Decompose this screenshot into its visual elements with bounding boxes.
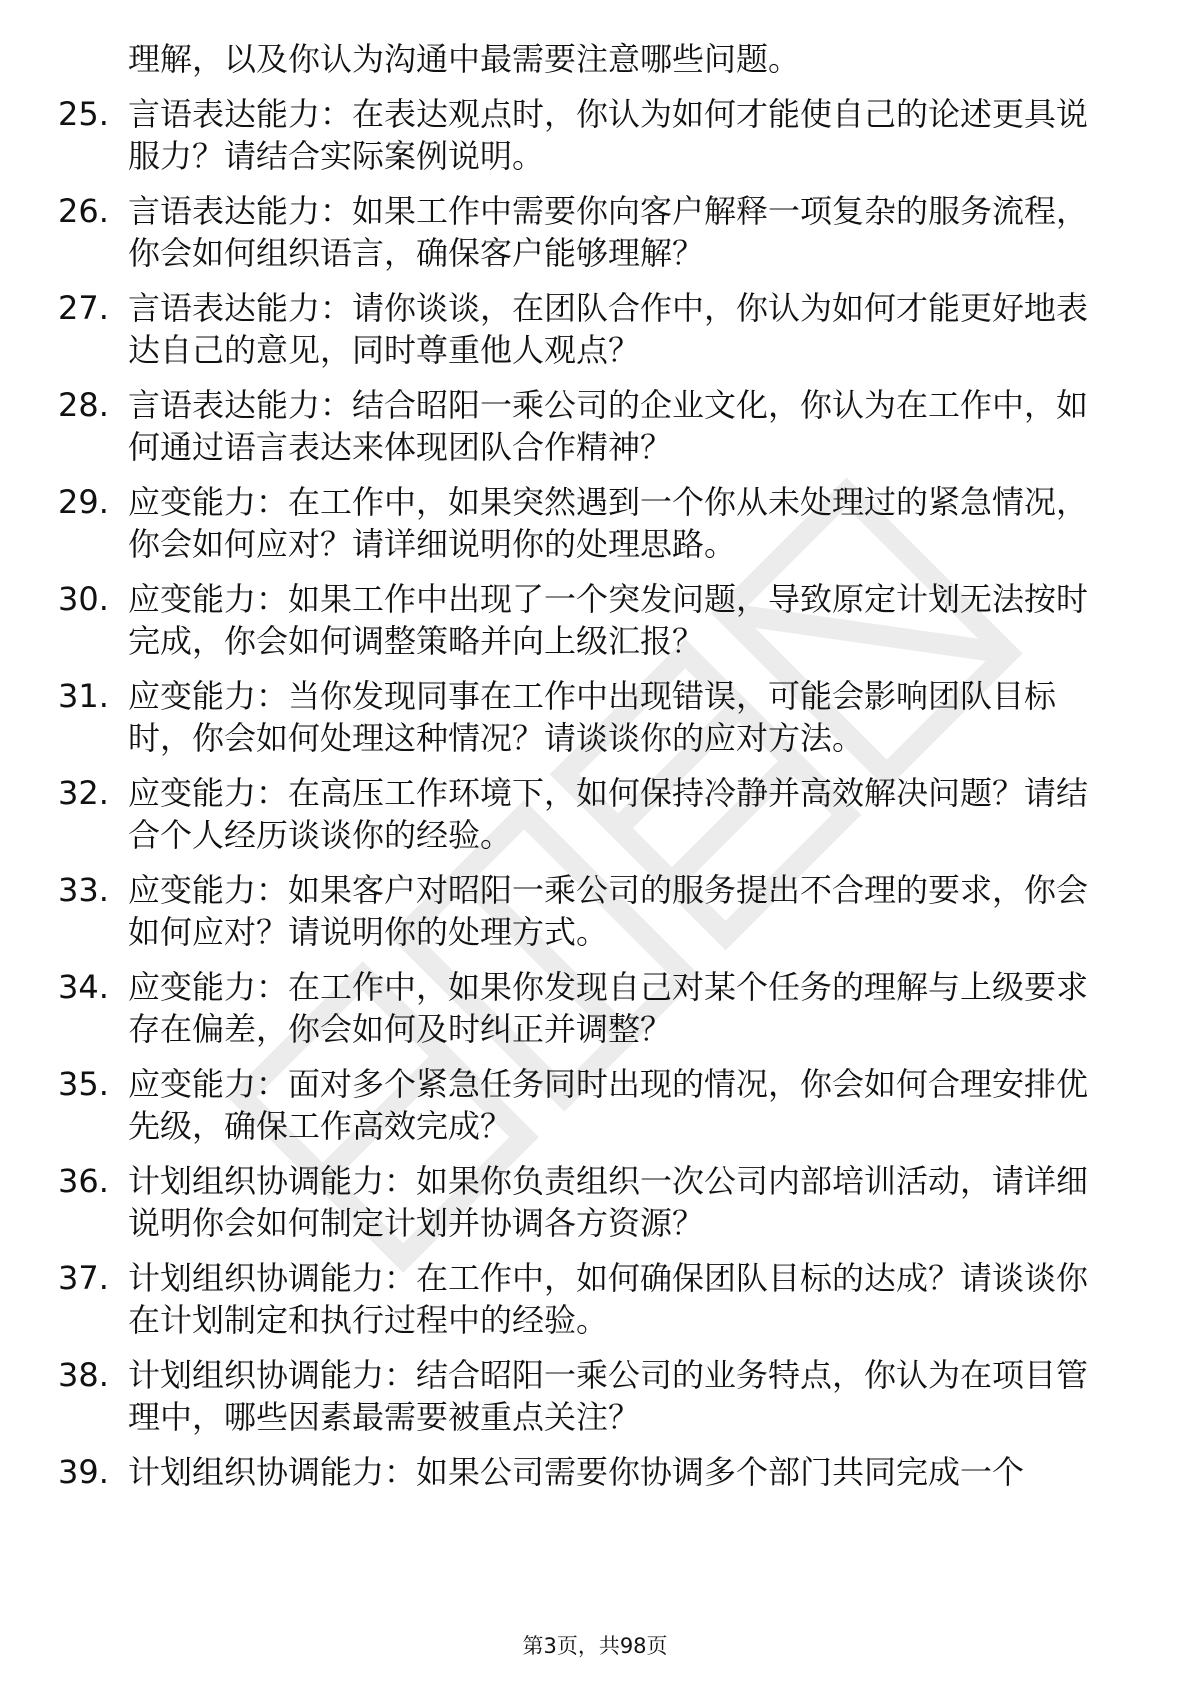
item-text: 言语表达能力：请你谈谈，在团队合作中，你认为如何才能更好地表达自己的意见，同时尊重他人观点？ xyxy=(128,289,1089,369)
list-item xyxy=(0,1451,1190,1493)
item-text: 言语表达能力：结合昭阳一乘公司的企业文化，你认为在工作中，如何通过语言表达来体现团队合作精神？ xyxy=(128,386,1089,466)
item-text: 应变能力：如果客户对昭阳一乘公司的服务提出不合理的要求，你会如何应对？请说明你的处理方式。 xyxy=(128,871,1089,951)
item-number: 37. xyxy=(58,1259,109,1297)
continuation-text xyxy=(0,38,1190,80)
item-text: 应变能力：在高压工作环境下，如何保持冷静并高效解决问题？请结合个人经历谈谈你的经验。 xyxy=(128,774,1089,854)
list-item xyxy=(0,578,1190,662)
item-number: 35. xyxy=(58,1065,109,1103)
item-number: 39. xyxy=(58,1453,109,1491)
item-number: 25. xyxy=(58,95,109,133)
item-text: 应变能力：当你发现同事在工作中出现错误，可能会影响团队目标时，你会如何处理这种情况？请谈谈你的应对方法。 xyxy=(128,677,1057,757)
list-item xyxy=(0,190,1190,274)
continuation-line: 理解，以及你认为沟通中最需要注意哪些问题。 xyxy=(128,40,801,78)
list-item xyxy=(0,1160,1190,1244)
item-number: 32. xyxy=(58,774,109,812)
item-number: 33. xyxy=(58,871,109,909)
item-number: 29. xyxy=(58,483,109,521)
item-text: 言语表达能力：如果工作中需要你向客户解释一项复杂的服务流程，你会如何组织语言，确保客户能够理解？ xyxy=(128,192,1089,272)
item-text: 计划组织协调能力：在工作中，如何确保团队目标的达成？请谈谈你在计划制定和执行过程中的经验。 xyxy=(128,1259,1089,1339)
list-item xyxy=(0,966,1190,1050)
list-item xyxy=(0,675,1190,759)
list-item xyxy=(0,772,1190,856)
list-item xyxy=(0,481,1190,565)
item-text: 应变能力：面对多个紧急任务同时出现的情况，你会如何合理安排优先级，确保工作高效完成？ xyxy=(128,1065,1089,1145)
list-item xyxy=(0,869,1190,953)
item-number: 27. xyxy=(58,289,109,327)
list-item xyxy=(0,1354,1190,1438)
item-number: 36. xyxy=(58,1162,109,1200)
page-footer: 第3页，共98页 xyxy=(522,1634,668,1658)
item-text: 应变能力：在工作中，如果你发现自己对某个任务的理解与上级要求存在偏差，你会如何及时纠正并调整？ xyxy=(128,968,1089,1048)
item-number: 26. xyxy=(58,192,109,230)
item-number: 28. xyxy=(58,386,109,424)
list-item xyxy=(0,1257,1190,1341)
list-item xyxy=(0,384,1190,468)
list-item xyxy=(0,1063,1190,1147)
item-number: 31. xyxy=(58,677,109,715)
list-item xyxy=(0,287,1190,371)
item-text: 应变能力：在工作中，如果突然遇到一个你从未处理过的紧急情况，你会如何应对？请详细说明你的处理思路。 xyxy=(128,483,1089,563)
question-list xyxy=(0,38,1190,1506)
item-text: 计划组织协调能力：如果公司需要你协调多个部门共同完成一个 xyxy=(128,1453,1025,1491)
item-text: 言语表达能力：在表达观点时，你认为如何才能使自己的论述更具说服力？请结合实际案例说明。 xyxy=(128,95,1089,175)
item-text: 计划组织协调能力：如果你负责组织一次公司内部培训活动，请详细说明你会如何制定计划并协调各方资源？ xyxy=(128,1162,1089,1242)
list-item xyxy=(0,93,1190,177)
item-text: 应变能力：如果工作中出现了一个突发问题，导致原定计划无法按时完成，你会如何调整策略并向上级汇报？ xyxy=(128,580,1089,660)
item-number: 30. xyxy=(58,580,109,618)
item-number: 34. xyxy=(58,968,109,1006)
item-text: 计划组织协调能力：结合昭阳一乘公司的业务特点，你认为在项目管理中，哪些因素最需要被重点关注？ xyxy=(128,1356,1089,1436)
item-number: 38. xyxy=(58,1356,109,1394)
